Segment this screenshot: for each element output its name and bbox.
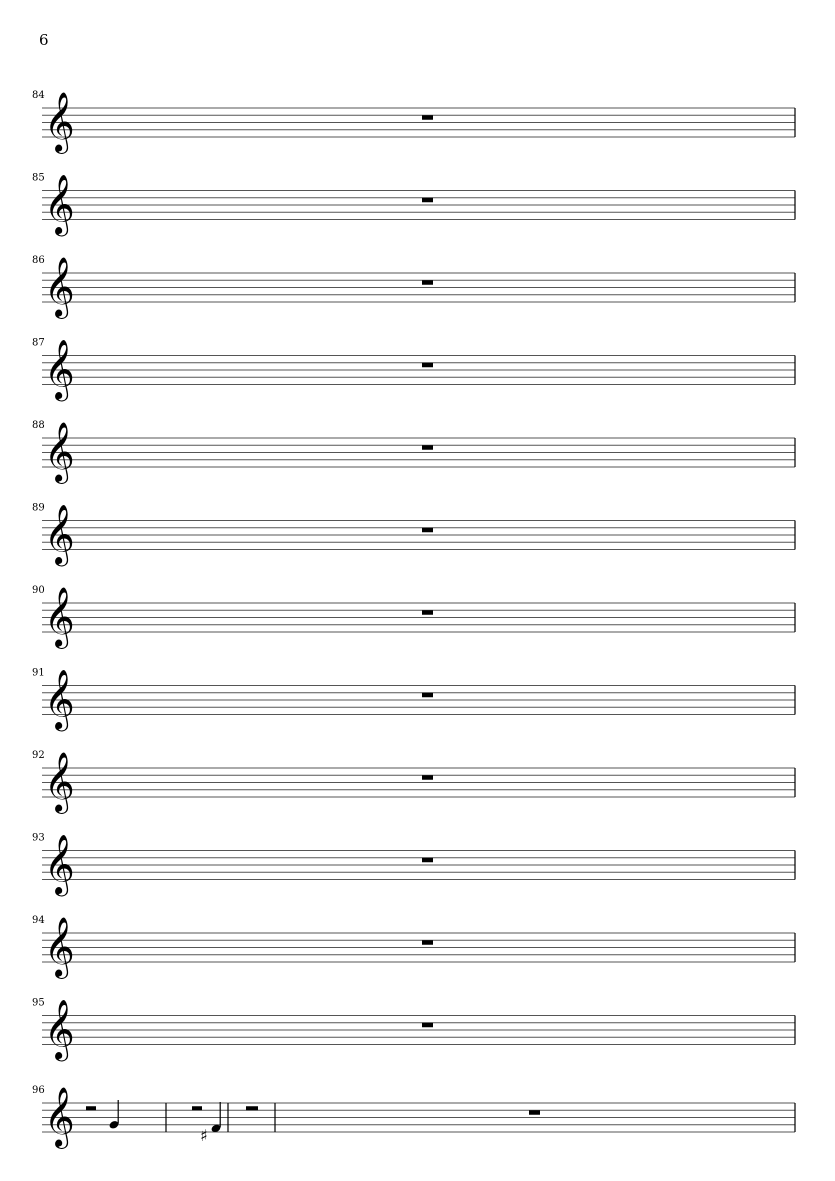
page-number: 6	[39, 31, 49, 49]
measure-number: 89	[32, 502, 45, 514]
whole-rest-icon	[422, 858, 433, 863]
whole-rest-icon	[422, 445, 433, 450]
treble-clef-icon: 𝄞	[44, 504, 75, 565]
measure-number: 93	[32, 832, 45, 844]
whole-rest-icon	[422, 775, 433, 780]
whole-rest-icon	[422, 610, 433, 615]
treble-clef-icon: 𝄞	[44, 174, 75, 235]
measure-number: 94	[32, 915, 45, 926]
whole-rest-icon	[422, 115, 433, 120]
measure-number: 84	[32, 90, 45, 101]
whole-rest-icon	[422, 528, 433, 533]
measure-number: 87	[32, 337, 45, 349]
whole-rest-icon	[422, 940, 433, 945]
measure-number: 91	[32, 667, 45, 679]
measure-number: 96	[32, 1085, 45, 1096]
measure-number: 92	[32, 750, 45, 761]
treble-clef-icon: 𝄞	[44, 669, 75, 730]
treble-clef-icon: 𝄞	[44, 257, 75, 317]
treble-clef-icon: 𝄞	[44, 752, 75, 812]
treble-clef-icon: 𝄞	[44, 917, 75, 977]
whole-rest-icon	[422, 363, 433, 368]
treble-clef-icon: 𝄞	[44, 339, 75, 400]
whole-rest-icon	[422, 693, 433, 698]
half-rest-icon	[86, 1106, 96, 1110]
whole-rest-icon	[422, 280, 433, 285]
half-rest-icon	[246, 1106, 258, 1110]
treble-clef-icon: 𝄞	[44, 92, 75, 152]
whole-rest-icon	[422, 198, 433, 203]
sharp-icon: ♯	[200, 1126, 208, 1145]
treble-clef-icon: 𝄞	[44, 1087, 75, 1147]
measure-number: 86	[32, 255, 45, 266]
measure-number: 88	[32, 420, 45, 431]
half-rest-icon	[192, 1106, 202, 1110]
treble-clef-icon: 𝄞	[44, 587, 75, 647]
treble-clef-icon: 𝄞	[44, 834, 75, 895]
whole-rest-icon	[529, 1110, 540, 1115]
measure-number: 90	[32, 585, 45, 596]
measure-number: 85	[32, 172, 45, 184]
measure-number: 95	[32, 997, 45, 1009]
whole-rest-icon	[422, 1023, 433, 1028]
treble-clef-icon: 𝄞	[44, 422, 75, 482]
treble-clef-icon: 𝄞	[44, 999, 75, 1060]
